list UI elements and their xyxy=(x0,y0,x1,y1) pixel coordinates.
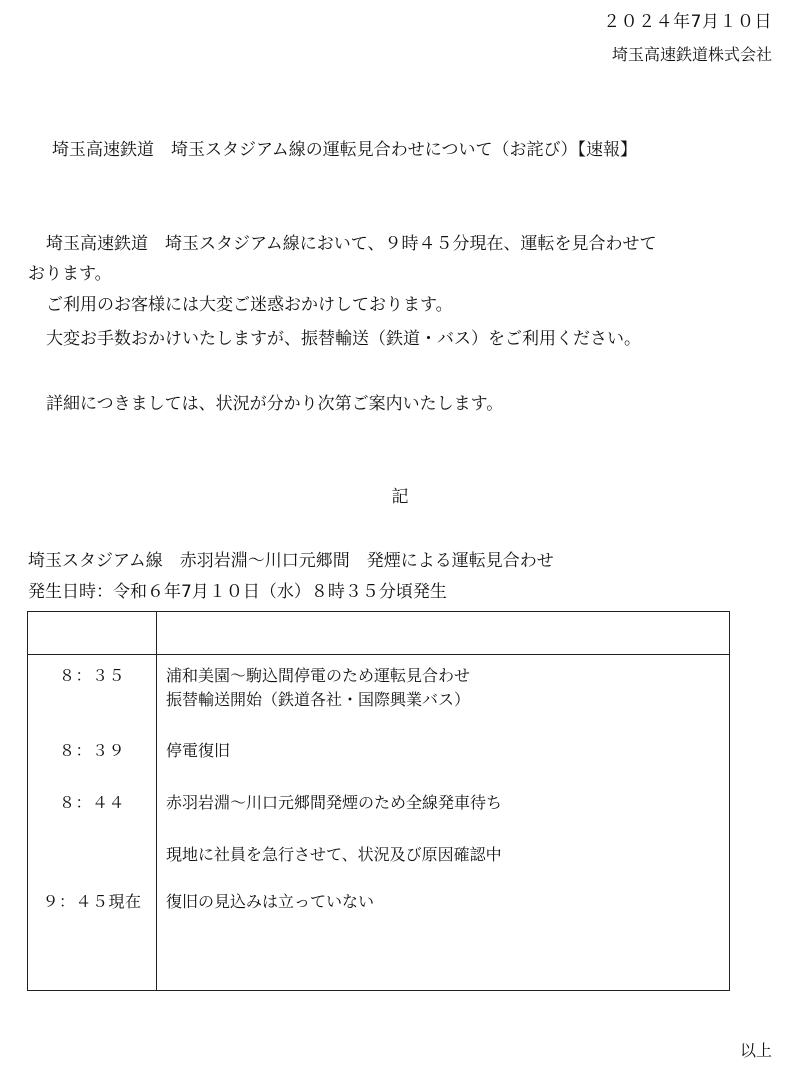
event-line: 現地に社員を急行させて、状況及び原因確認中 xyxy=(166,845,502,864)
table-row-time: ８：４４ xyxy=(58,793,125,812)
event-line: 赤羽岩淵～川口元郷間発煙のため全線発車待ち xyxy=(166,793,503,812)
event-line: 振替輸送開始（鉄道各社・国際興業バス） xyxy=(166,690,471,709)
event-line: 停電復旧 xyxy=(166,741,231,760)
table-row-event xyxy=(166,791,502,815)
table-row-event xyxy=(166,843,502,867)
timeline-table xyxy=(27,611,730,991)
incident-summary: 埼玉スタジアム線 赤羽岩淵～川口元郷間 発煙による運転見合わせ xyxy=(28,551,554,571)
body-line-3: ご利用のお客様には大変ご迷惑おかけしております。 xyxy=(46,295,453,315)
event-line: 浦和美園～駒込間停電のため運転見合わせ xyxy=(166,666,471,685)
table-row-time: ８：３５ xyxy=(58,666,125,685)
table-row-event xyxy=(166,664,470,712)
table-header-divider xyxy=(28,654,729,655)
table-row-event xyxy=(166,890,374,914)
incident-occurred: 発生日時：令和６年7月１０日（水）８時３５分頃発生 xyxy=(28,582,447,602)
document-title: 埼玉高速鉄道 埼玉スタジアム線の運転見合わせについて（お詫び）【速報】 xyxy=(52,140,637,160)
table-row-time: ９：４５現在 xyxy=(42,892,142,911)
table-row-time: ８：３９ xyxy=(58,741,125,760)
table-row-event xyxy=(166,739,230,763)
company-name: 埼玉高速鉄道株式会社 xyxy=(611,45,772,64)
event-line: 復旧の見込みは立っていない xyxy=(166,892,375,911)
table-column-divider xyxy=(156,612,157,990)
body-line-4: 大変お手数おかけいたしますが、振替輸送（鉄道・バス）をご利用ください。 xyxy=(46,329,641,349)
body-line-5: 詳細につきましては、状況が分かり次第ご案内いたします。 xyxy=(46,394,504,414)
document-date: ２０２４年7月１０日 xyxy=(603,12,772,32)
closing-mark: 以上 xyxy=(739,1041,772,1060)
body-line-2: おります。 xyxy=(28,264,112,284)
body-line-1: 埼玉高速鉄道 埼玉スタジアム線において、９時４５分現在、運転を見合わせて xyxy=(46,234,657,254)
ki-heading: 記 xyxy=(391,487,409,507)
